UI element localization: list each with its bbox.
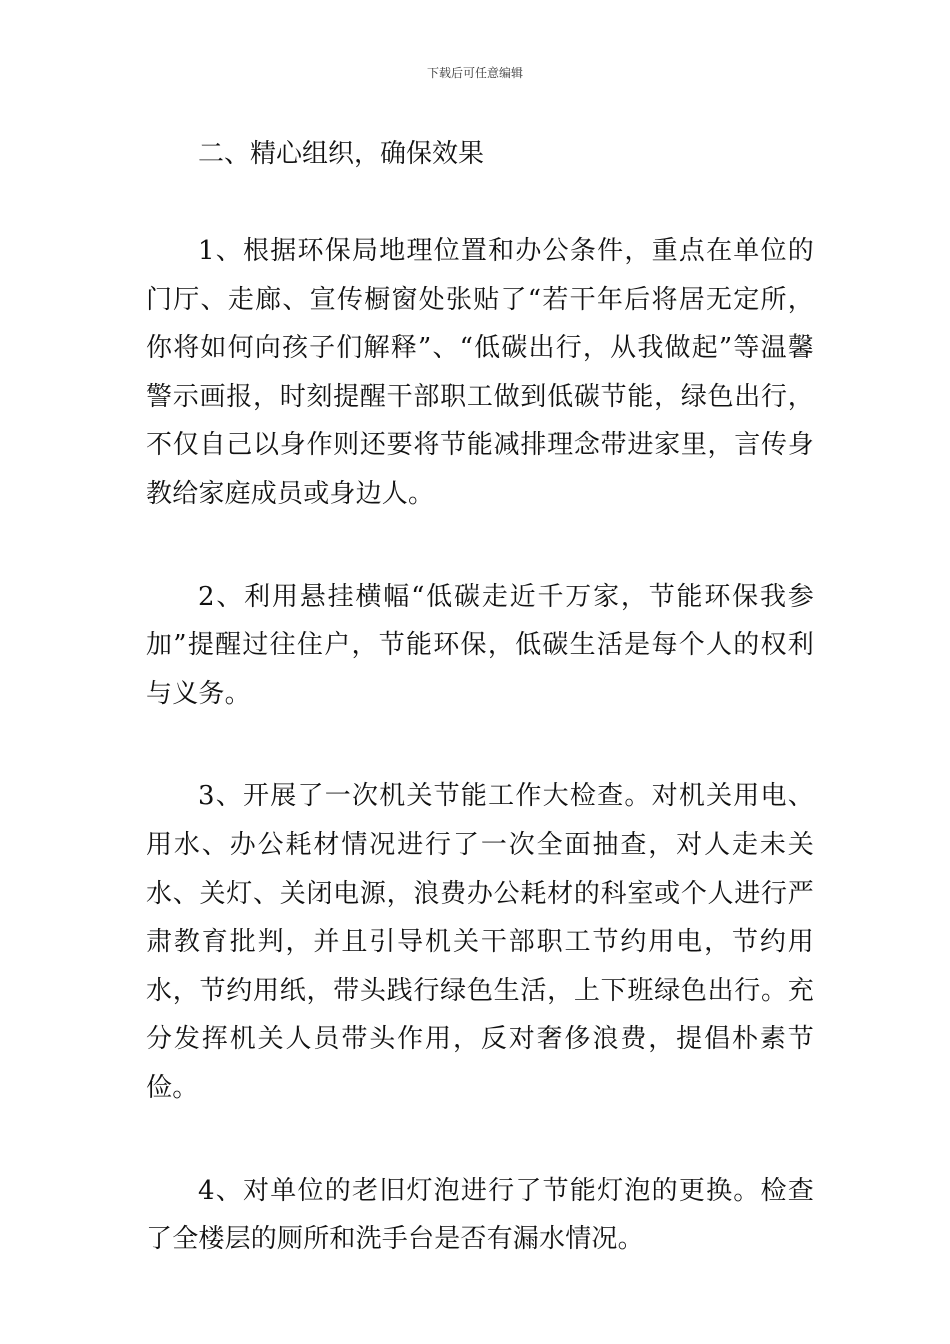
paragraph-2: 2、利用悬挂横幅“低碳走近千万家，节能环保我参加”提醒过往住户，节能环保，低碳生活是每个人的权利与义务。 [146, 581, 814, 709]
paragraph-4: 4、对单位的老旧灯泡进行了节能灯泡的更换。检查了全楼层的厕所和洗手台是否有漏水情况。 [146, 1175, 814, 1255]
page-header-note: 下载后可任意编辑 [426, 66, 523, 80]
paragraph-3: 3、开展了一次机关节能工作大检查。对机关用电、用水、办公耗材情况进行了一次全面抽查，对人走未关水、关灯、关闭电源，浪费办公耗材的科室或个人进行严肃教育批判，并且引导机关干部职工节约用电，节约用水，节约用纸，带头践行绿色生活，上下班绿色出行。充分发挥机关人员带头作用，反对奢侈浪费，提倡朴素节俭。 [146, 781, 814, 1103]
section-title: 二、精心组织，确保效果 [198, 139, 485, 169]
paragraph-1: 1、根据环保局地理位置和办公条件，重点在单位的门厅、走廊、宣传橱窗处张贴了“若干年后将居无定所，你将如何向孩子们解释”、“低碳出行，从我做起”等温馨警示画报，时刻提醒干部职工做到低碳节能，绿色出行，不仅自己以身作则还要将节能减排理念带进家里，言传身教给家庭成员或身边人。 [146, 236, 814, 509]
document-body [146, 130, 814, 1264]
